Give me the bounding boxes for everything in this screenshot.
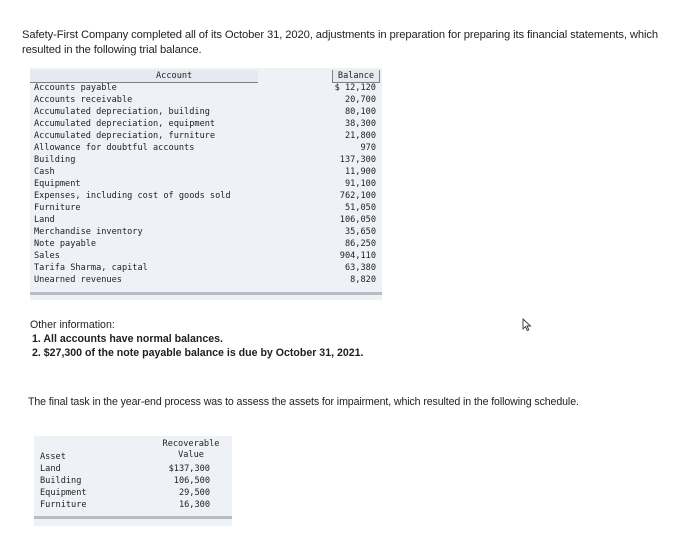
intro-paragraph: Safety-First Company completed all of its October 31, 2020, adjustments in preparation for preparing its financial statements, which resulted in the following trial balance. [22, 29, 658, 56]
account-name: Accumulated depreciation, building [34, 107, 210, 117]
table-bottom-rule [30, 292, 382, 295]
account-name: Tarifa Sharma, capital [34, 263, 148, 273]
trial-balance-row [30, 238, 382, 250]
trial-balance-row [30, 142, 382, 154]
trial-balance-row [30, 178, 382, 190]
account-name: Accounts receivable [34, 95, 133, 105]
trial-balance-row [30, 166, 382, 178]
asset-name: Land [40, 464, 61, 474]
account-balance: 63,380 [344, 263, 376, 273]
trial-balance-row [30, 190, 382, 202]
trial-balance-table [30, 68, 382, 300]
account-name: Accumulated depreciation, equipment [34, 119, 216, 129]
other-information-heading: Other information: [30, 319, 115, 331]
value-header-line1: Recoverable [162, 439, 220, 449]
account-name: Equipment [34, 179, 81, 189]
asset-name: Equipment [40, 488, 87, 498]
account-balance: 137,300 [339, 155, 376, 165]
other-information-item-1: 1. All accounts have normal balances. [32, 333, 223, 345]
account-name: Note payable [34, 239, 97, 249]
impairment-schedule-table [34, 436, 232, 526]
mouse-pointer-icon [520, 318, 534, 332]
account-balance: 970 [360, 143, 376, 153]
account-balance: 11,900 [344, 167, 376, 177]
recoverable-value: $137,300 [168, 464, 210, 474]
account-balance: 8,820 [350, 275, 376, 285]
account-name: Accumulated depreciation, furniture [34, 131, 216, 141]
trial-balance-row [30, 274, 382, 286]
account-name: Unearned revenues [34, 275, 122, 285]
trial-balance-row [30, 154, 382, 166]
trial-balance-row [30, 106, 382, 118]
impairment-intro-text: The final task in the year-end process was to assess the assets for impairment, which resulted in the following schedule. [28, 396, 579, 408]
account-balance: 38,300 [344, 119, 376, 129]
account-name: Sales [34, 251, 60, 261]
asset-name: Building [40, 476, 82, 486]
trial-balance-row [30, 82, 382, 94]
account-balance: 80,100 [344, 107, 376, 117]
impairment-row [34, 463, 232, 475]
recoverable-value: 106,500 [173, 476, 210, 486]
account-balance: 51,050 [344, 203, 376, 213]
trial-balance-row [30, 250, 382, 262]
trial-balance-row [30, 202, 382, 214]
asset-name: Furniture [40, 500, 87, 510]
impairment-row [34, 475, 232, 487]
other-information-item-2: 2. $27,300 of the note payable balance is due by October 31, 2021. [32, 347, 364, 359]
trial-balance-row [30, 130, 382, 142]
recoverable-value: 16,300 [178, 500, 210, 510]
trial-balance-row [30, 214, 382, 226]
account-balance: 20,700 [344, 95, 376, 105]
account-name: Allowance for doubtful accounts [34, 143, 195, 153]
account-name: Furniture [34, 203, 81, 213]
account-column-header: Account [30, 70, 258, 83]
trial-balance-row [30, 118, 382, 130]
asset-column-header: Asset [40, 452, 66, 462]
account-name: Land [34, 215, 55, 225]
other-information [30, 318, 364, 360]
account-name: Cash [34, 167, 55, 177]
account-name: Merchandise inventory [34, 227, 143, 237]
account-name: Accounts payable [34, 83, 117, 93]
trial-balance-row [30, 262, 382, 274]
account-balance: 762,100 [339, 191, 376, 201]
recoverable-value: 29,500 [178, 488, 210, 498]
account-balance: 91,100 [344, 179, 376, 189]
account-name: Expenses, including cost of goods sold [34, 191, 231, 201]
trial-balance-row [30, 226, 382, 238]
value-header-line2: Value [178, 450, 204, 460]
impairment-row [34, 499, 232, 511]
account-balance: 86,250 [344, 239, 376, 249]
account-name: Building [34, 155, 76, 165]
account-balance: 35,650 [344, 227, 376, 237]
account-balance: 106,050 [339, 215, 376, 225]
schedule-bottom-rule [34, 516, 232, 519]
trial-balance-row [30, 94, 382, 106]
account-balance: 904,110 [339, 251, 376, 261]
account-balance: $ 12,120 [334, 83, 376, 93]
impairment-row [34, 487, 232, 499]
balance-column-header: Balance [332, 70, 380, 83]
account-balance: 21,800 [344, 131, 376, 141]
